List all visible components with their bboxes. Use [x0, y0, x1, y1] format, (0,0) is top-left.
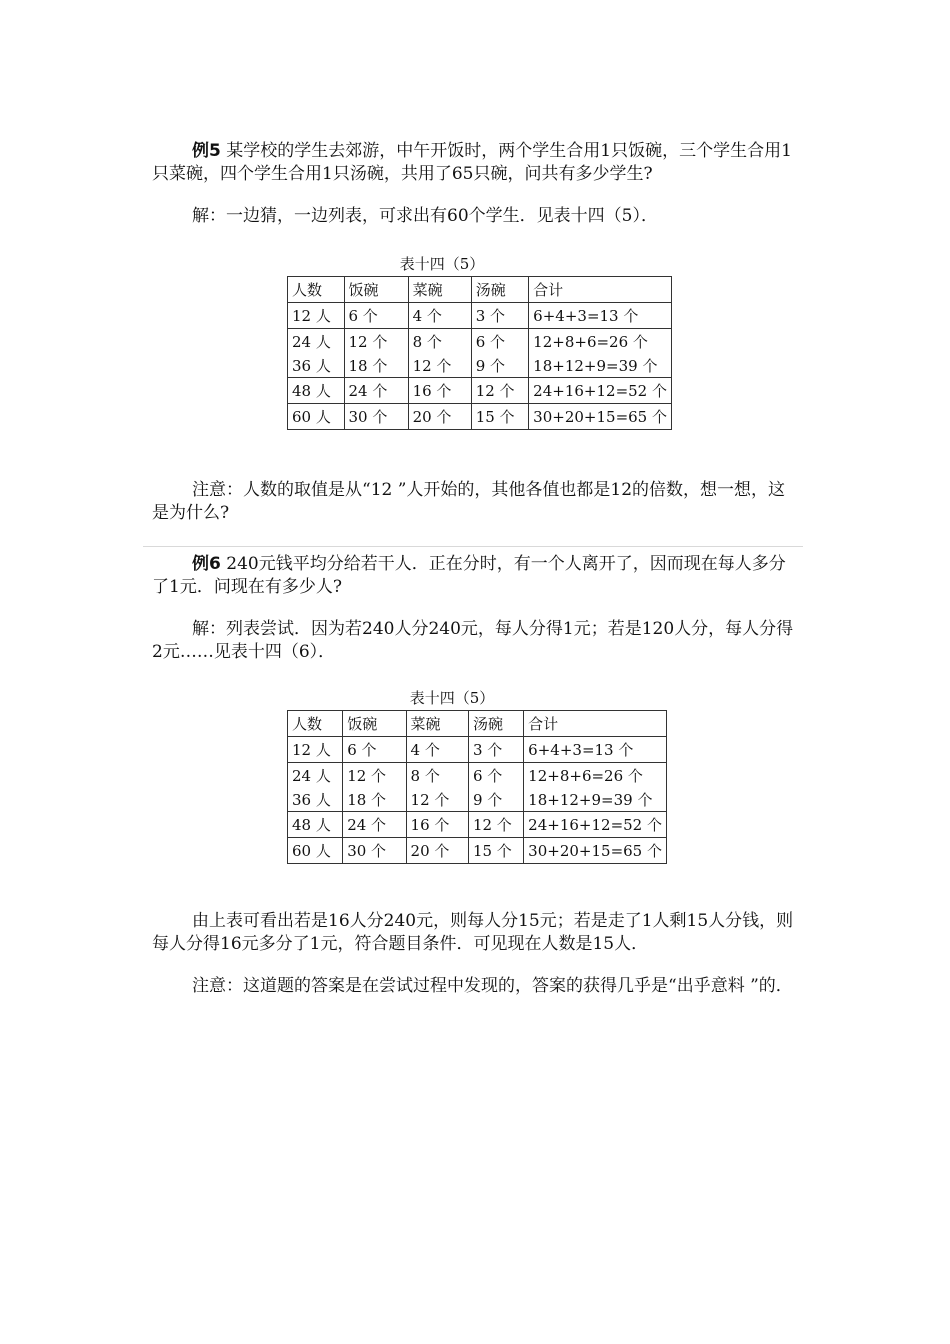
table-row: [288, 812, 667, 838]
table-cell: 15 个: [471, 404, 528, 430]
table-cell: 3 个: [468, 737, 523, 763]
table-row: [288, 838, 667, 864]
table-cell: 36 人: [288, 788, 343, 812]
section-divider: [143, 546, 803, 547]
table-cell: 6 个: [468, 763, 523, 789]
table1-caption: 表十四（5）: [399, 255, 485, 273]
table-cell: 20 个: [408, 404, 471, 430]
table-cell: 20 个: [406, 838, 468, 864]
example6-solution: 解：列表尝试．因为若240人分240元，每人分得1元；若是120人分，每人分得2元……见表十四（6）．: [152, 619, 794, 662]
table-cell: 60 人: [288, 404, 345, 430]
table-cell: 12 个: [406, 788, 468, 812]
table-cell: 18+12+9=39 个: [529, 354, 672, 378]
table-row: [288, 404, 672, 430]
table1: [287, 276, 672, 430]
table1-header-cell: 人数: [288, 277, 345, 303]
table-row: [288, 303, 672, 329]
example5-solution: 解：一边猜，一边列表，可求出有60个学生．见表十四（5）．: [192, 206, 658, 226]
table-cell: 24 人: [288, 763, 343, 789]
table-cell: 24+16+12=52 个: [529, 378, 672, 404]
table-cell: 18 个: [343, 788, 406, 812]
table1-header-cell: 菜碗: [408, 277, 471, 303]
table1-header-row: [288, 277, 672, 303]
table-cell: 12 个: [343, 763, 406, 789]
table-cell: 30 个: [343, 838, 406, 864]
table-cell: 3 个: [471, 303, 528, 329]
example6-problem: [152, 553, 802, 599]
table-cell: 12+8+6=26 个: [524, 763, 667, 789]
table-cell: 30+20+15=65 个: [529, 404, 672, 430]
table-cell: 12 个: [344, 329, 408, 355]
table-cell: 12 人: [288, 737, 343, 763]
table-cell: 8 个: [408, 329, 471, 355]
table-cell: 24 个: [344, 378, 408, 404]
table2-header-cell: 菜碗: [406, 711, 468, 737]
example6-note: 注意：这道题的答案是在尝试过程中发现的，答案的获得几乎是“出乎意料 ”的．: [192, 976, 793, 996]
table-cell: 12 人: [288, 303, 345, 329]
table-row: [288, 788, 667, 812]
table1-header-cell: 饭碗: [344, 277, 408, 303]
table-cell: 36 人: [288, 354, 345, 378]
table-cell: 30 个: [344, 404, 408, 430]
table-cell: 48 人: [288, 378, 345, 404]
table-row: [288, 329, 672, 355]
table-row: [288, 354, 672, 378]
table-cell: 6 个: [471, 329, 528, 355]
table-cell: 15 个: [468, 838, 523, 864]
table2-caption: 表十四（5）: [409, 689, 495, 707]
table-cell: 24 个: [343, 812, 406, 838]
table-cell: 6 个: [343, 737, 406, 763]
table-row: [288, 763, 667, 789]
table-cell: 30+20+15=65 个: [524, 838, 667, 864]
table-cell: 18 个: [344, 354, 408, 378]
table-cell: 9 个: [468, 788, 523, 812]
example6-label: 例6: [192, 554, 221, 574]
table-cell: 24 人: [288, 329, 345, 355]
example5-label: 例5: [192, 141, 221, 161]
table-cell: 8 个: [406, 763, 468, 789]
example5-problem: [152, 140, 802, 186]
table1-header-cell: 合计: [529, 277, 672, 303]
table-cell: 18+12+9=39 个: [524, 788, 667, 812]
table-cell: 12+8+6=26 个: [529, 329, 672, 355]
table-cell: 4 个: [406, 737, 468, 763]
table-cell: 9 个: [471, 354, 528, 378]
table-cell: 6+4+3=13 个: [529, 303, 672, 329]
table-cell: 6 个: [344, 303, 408, 329]
table-cell: 12 个: [408, 354, 471, 378]
table-cell: 4 个: [408, 303, 471, 329]
example6-text: 240元钱平均分给若干人．正在分时，有一个人离开了，因而现在每人多分了1元．问现在有多少人?: [152, 554, 786, 597]
table-cell: 60 人: [288, 838, 343, 864]
table-cell: 16 个: [408, 378, 471, 404]
table2-header-cell: 汤碗: [468, 711, 523, 737]
table2: [287, 710, 667, 864]
table-cell: 6+4+3=13 个: [524, 737, 667, 763]
table2-header-row: [288, 711, 667, 737]
table2-header-cell: 人数: [288, 711, 343, 737]
table2-header-cell: 合计: [524, 711, 667, 737]
table1-header-cell: 汤碗: [471, 277, 528, 303]
table-cell: 24+16+12=52 个: [524, 812, 667, 838]
table-cell: 12 个: [468, 812, 523, 838]
example5-text: 某学校的学生去郊游，中午开饭时，两个学生合用1只饭碗，三个学生合用1只菜碗，四个学生合用1只汤碗，共用了65只碗，问共有多少学生?: [152, 141, 792, 184]
example5-note: 注意：人数的取值是从“12 ”人开始的，其他各值也都是12的倍数，想一想，这是为什么?: [152, 480, 786, 523]
table-cell: 48 人: [288, 812, 343, 838]
example6-conclusion: 由上表可看出若是16人分240元，则每人分15元；若是走了1人剩15人分钱，则每人分得16元多分了1元，符合题目条件．可见现在人数是15人．: [152, 911, 794, 954]
table2-header-cell: 饭碗: [343, 711, 406, 737]
table-cell: 12 个: [471, 378, 528, 404]
table-row: [288, 737, 667, 763]
table-cell: 16 个: [406, 812, 468, 838]
table-row: [288, 378, 672, 404]
